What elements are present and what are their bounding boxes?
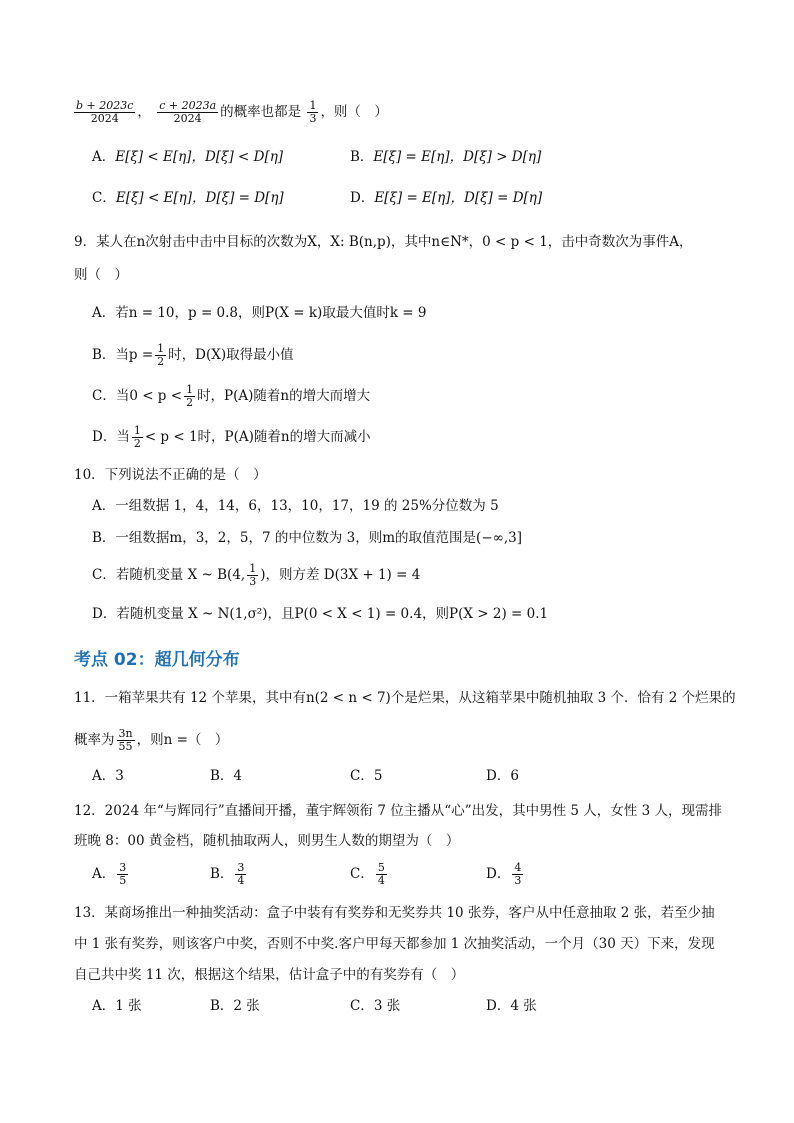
q8-frac2-numerator: c + 2023a bbox=[159, 99, 217, 112]
q12-stem-line2: 班晚 8：00 黄金档，随机抽取两人，则男生人数的期望为（ ） bbox=[74, 833, 460, 849]
q8-option-b: B．E[ξ] = E[η]，D[ξ] > D[η] bbox=[350, 149, 542, 165]
q12-stem-line1: 12．2024 年“与辉同行”直播间开播，董宇辉领衔 7 位主播从“心”出发，其中男性 5 人，女性 3 人，现需排 bbox=[74, 803, 722, 819]
q11-option-a: A．3 bbox=[92, 768, 124, 784]
q12-option-b: B． $\frac{3}{4}$ bbox=[210, 861, 245, 887]
q13-stem-line1: 13．某商场推出一种抽奖活动：盒子中装有有奖券和无奖券共 10 张券，客户从中任意抽取 2 张，若至少抽 bbox=[74, 905, 715, 921]
q12-b-fraction: $\frac{3}{4}$ bbox=[237, 861, 245, 887]
q13-option-b: B．2 张 bbox=[210, 998, 260, 1014]
q11-stem-line1: 11．一箱苹果共有 12 个苹果，其中有n(2 < n < 7)个是烂果，从这箱苹果中随机抽取 3 个．恰有 2 个烂果的 bbox=[74, 690, 736, 706]
q13-stem-line2: 中 1 张有奖券，则该客户中奖，否则不中奖.客户甲每天都参加 1 次抽奖活动，一个月（30 天）下来，发现 bbox=[74, 936, 715, 952]
q10-option-c: C．若随机变量 X ~ B(4, $\frac{1}{3}$ )，则方差 D(3X + 1) = 4 bbox=[92, 562, 421, 588]
q8-frac1-denominator: 2024 bbox=[90, 112, 119, 125]
q10-option-b: B．一组数据m，3，2，5，7 的中位数为 3，则m的取值范围是(−∞,3] bbox=[92, 530, 523, 546]
q10-c-fraction: $\frac{1}{3}$ bbox=[249, 562, 257, 588]
q13-stem-line3: 自己共中奖 11 次，根据这个结果，估计盒子中的有奖券有（ ） bbox=[74, 967, 465, 983]
q8-frac2-denominator: 2024 bbox=[173, 112, 202, 125]
q8-stem-tail: $\frac{b + 2023c}{2024}$ ， $\frac{c + 2023a}{2024}$ 的概率也都是 $\frac{1}{3}$ ，则（ ） bbox=[76, 99, 388, 125]
q9-b-fraction: $\frac{1}{2}$ bbox=[157, 342, 165, 368]
q8-fraction-2 bbox=[157, 100, 218, 125]
q12-option-d: D． $\frac{4}{3}$ bbox=[486, 861, 522, 887]
q9-option-a: A．若n = 10，p = 0.8，则P(X = k)取最大值时k = 9 bbox=[92, 305, 427, 321]
q9-stem-line1: 9．某人在n次射击中击中目标的次数为X，X: B(n,p)，其中n∈N*，0 < p < 1，击中奇数次为事件A， bbox=[74, 234, 693, 250]
q11-option-b: B．4 bbox=[210, 768, 243, 784]
q8-fraction-1 bbox=[74, 100, 135, 125]
q9-option-c: C．当0 < p < $\frac{1}{2}$ 时，P(A)随着n的增大而增大 bbox=[92, 383, 371, 409]
q11-option-c: C．5 bbox=[350, 768, 383, 784]
q9-d-fraction: $\frac{1}{2}$ bbox=[133, 424, 141, 450]
q11-option-d: D．6 bbox=[486, 768, 519, 784]
q9-option-b: B．当p = $\frac{1}{2}$ 时，D(X)取得最小值 bbox=[92, 342, 294, 368]
q9-c-fraction: $\frac{1}{2}$ bbox=[186, 383, 194, 409]
q12-c-fraction: $\frac{5}{4}$ bbox=[377, 861, 385, 887]
q8-fraction-3 bbox=[307, 100, 318, 125]
q9-option-d: D．当 $\frac{1}{2}$ < p < 1时，P(A)随着n的增大而减小 bbox=[92, 424, 371, 450]
section-title: 考点 02：超几何分布 bbox=[74, 650, 240, 670]
q10-option-a: A．一组数据 1，4，14，6，13，10，17，19 的 25%分位数为 5 bbox=[92, 498, 499, 514]
q8-text-after: ，则（ ） bbox=[320, 104, 388, 120]
q8-option-c: C．E[ξ] < E[η]，D[ξ] = D[η] bbox=[92, 190, 284, 206]
q12-option-a: A． $\frac{3}{5}$ bbox=[92, 861, 127, 887]
q11-fraction: $\frac{3n}{55}$ bbox=[118, 727, 133, 753]
q12-d-fraction: $\frac{4}{3}$ bbox=[514, 861, 522, 887]
q11-stem-line2: 概率为 $\frac{3n}{55}$ ，则n =（ ） bbox=[74, 727, 229, 753]
q10-stem: 10．下列说法不正确的是（ ） bbox=[74, 467, 267, 483]
q8-option-d: D．E[ξ] = E[η]，D[ξ] = D[η] bbox=[350, 190, 543, 206]
q8-frac3-numerator: 1 bbox=[309, 99, 317, 112]
q10-option-d: D．若随机变量 X ~ N(1,σ²)，且P(0 < X < 1) = 0.4，则P(X > 2) = 0.1 bbox=[92, 606, 549, 622]
q9-stem-line2: 则（ ） bbox=[74, 267, 128, 283]
q13-option-c: C．3 张 bbox=[350, 998, 401, 1014]
q13-option-d: D．4 张 bbox=[486, 998, 537, 1014]
q8-frac3-denominator: 3 bbox=[309, 112, 317, 125]
q8-text-before: 的概率也都是 bbox=[220, 104, 302, 120]
q13-option-a: A．1 张 bbox=[92, 998, 142, 1014]
q12-a-fraction: $\frac{3}{5}$ bbox=[119, 861, 127, 887]
q8-option-a: A．E[ξ] < E[η]，D[ξ] < D[η] bbox=[92, 149, 284, 165]
q8-frac1-numerator: b + 2023c bbox=[76, 99, 134, 112]
q12-option-c: C． $\frac{5}{4}$ bbox=[350, 861, 385, 887]
